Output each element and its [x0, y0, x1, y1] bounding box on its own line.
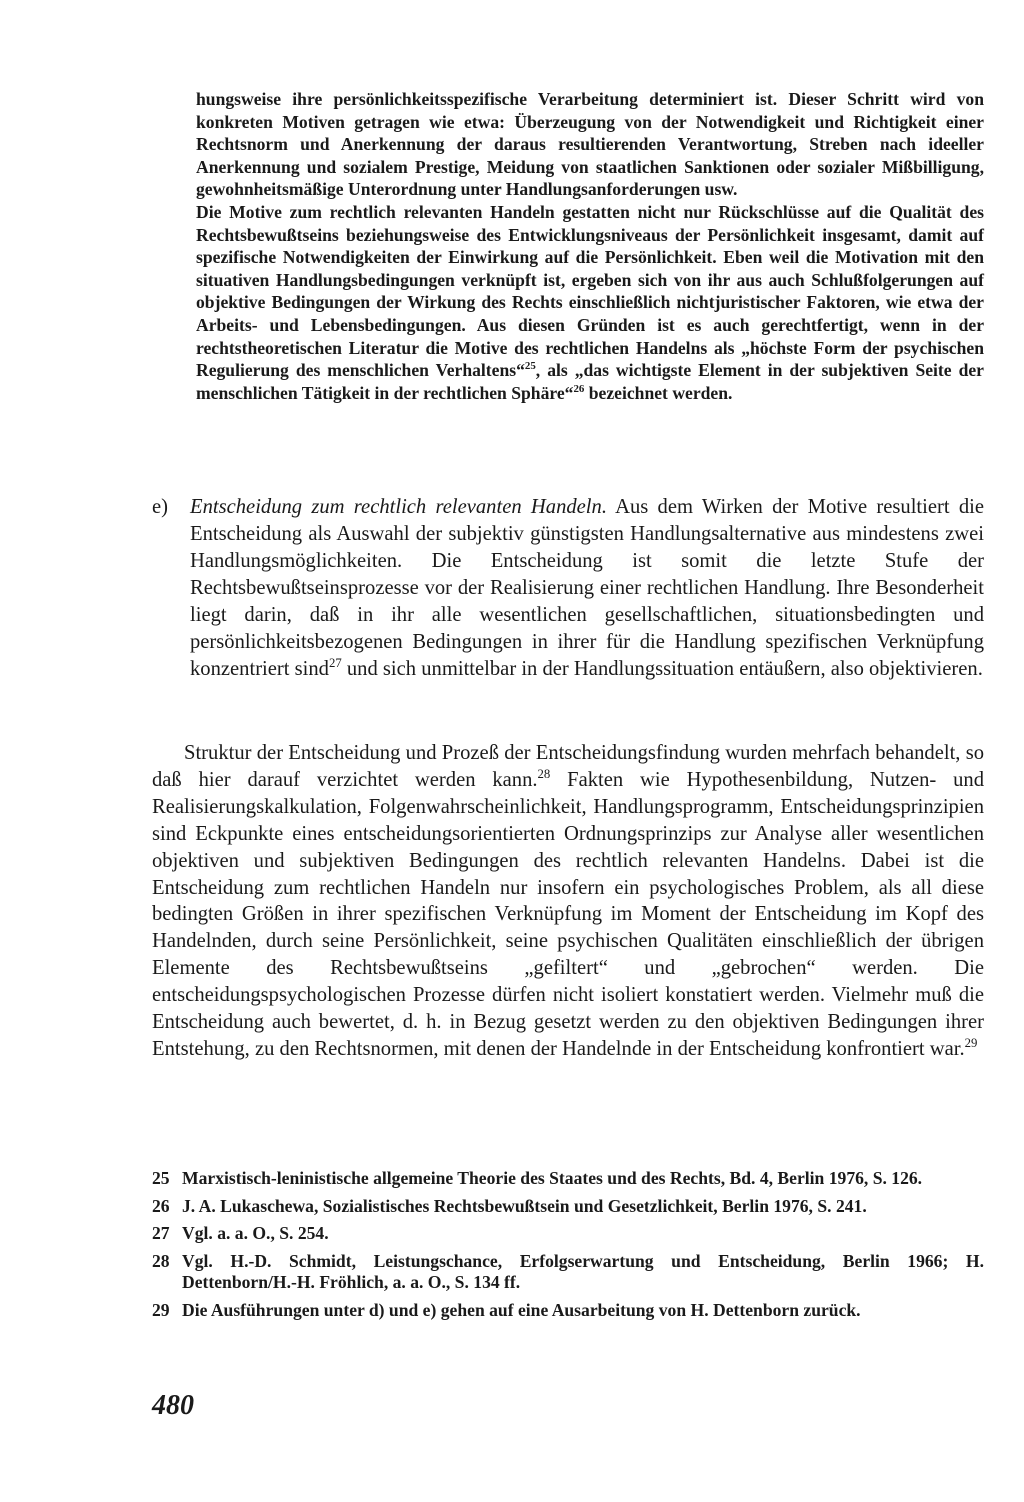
footnote-29 — [152, 1300, 984, 1322]
section-e-heading: Entscheidung zum rechtlich relevanten Handeln. — [190, 496, 607, 518]
small-paragraph-2-text-c: bezeichnet werden. — [584, 382, 733, 403]
small-paragraph-1-text: hungsweise ihre persönlichkeitsspezifische Verarbeitung determiniert ist. Dieser Schritt wird von konkreten Motiven getragen wie etwa: Überzeugung von der Notwendigkeit und Richtigkeit einer Rechtsnorm und Anerkennung der daraus resultierenden Verantwortung, Streben nach ideeller Anerkennung und sozialem Prestige, Meidung von staatlichen Sanktionen oder sozialer Mißbilligung, gewohnheitsmäßige Unterordnung unter Handlungsanforderungen usw. — [196, 89, 984, 200]
footnote-ref-29: 29 — [964, 1036, 978, 1051]
footnote-number: 28 — [152, 1250, 170, 1271]
page-number: 480 — [152, 1390, 194, 1421]
footnote-text: Vgl. a. a. O., S. 254. — [182, 1223, 329, 1244]
footnote-number: 26 — [152, 1195, 170, 1216]
small-print-block — [196, 88, 984, 404]
footnote-25 — [152, 1168, 984, 1190]
footnote-text: Die Ausführungen unter d) und e) gehen auf eine Ausarbeitung von H. Dettenborn zurück. — [182, 1299, 861, 1320]
footnote-28 — [152, 1251, 984, 1294]
footnote-text: J. A. Lukaschewa, Sozialistisches Rechtsbewußtsein und Gesetzlichkeit, Berlin 1976, S. 241. — [182, 1195, 867, 1216]
footnote-number: 27 — [152, 1223, 170, 1244]
footnote-ref-27: 27 — [328, 656, 342, 671]
body-paragraph-2 — [152, 740, 984, 1063]
section-e-text-a: Aus dem Wirken der Motive resultiert die Entscheidung als Auswahl der subjektiv günstigsten Handlungsalternative aus mindestens zwei Handlungsmöglichkeiten. Die Entscheidung ist somit die letzte Stufe der Rechtsbewußtseinsprozesse vor der Realisierung einer rechtlichen Handlung. Ihre Besonderheit liegt darin, daß in ihr alle wesentlichen gesellschaftlichen, situationsbedingten und persönlichkeitsbezogenen Bedingungen in ihrer für die Handlung spezifischen Verknüpfung konzentriert sind — [190, 496, 985, 680]
small-paragraph-1 — [196, 88, 984, 201]
body-paragraph-2-text-b: Fakten wie Hypothesenbildung, Nutzen- und Realisierungskalkulation, Folgenwahrscheinlichkeit, Handlungsprogramm, Entscheidungsprinzipien sind Eckpunkte eines entscheidungsorientierten Ordnungsprinzips zur Analyse aller wesentlichen objektiven und subjektiven Bedingungen des rechtlich relevanten Handelns. Dabei ist die Entscheidung zum rechtlichen Handeln nur insofern ein psychologisches Problem, als all diese bedingten Größen in ihrer spezifischen Verknüpfung im Moment der Entscheidung im Kopf des Handelnden, durch seine Persönlichkeit, seine psychischen Qualitäten einschließlich der übrigen Elemente des Rechtsbewußtseins „gefiltert“ und „gebrochen“ werden. Die entscheidungspsychologischen Prozesse dürfen nicht isoliert konstatiert werden. Vielmehr muß die Entscheidung auch bewertet, d. h. in Bezug gesetzt werden zu den objektiven Bedingungen ihrer Entstehung, zu den Rechtsnormen, mit denen der Handelnde in der Entscheidung konfrontiert war. — [152, 768, 984, 1060]
footnote-text: Vgl. H.-D. Schmidt, Leistungschance, Erfolgserwartung und Entscheidung, Berlin 1966; H. Dettenborn/H.-H. Fröhlich, a. a. O., S. 134 ff. — [182, 1250, 984, 1293]
footnote-text: Marxistisch-leninistische allgemeine Theorie des Staates und des Rechts, Bd. 4, Berlin 1976, S. 126. — [182, 1168, 923, 1188]
small-paragraph-2 — [196, 201, 984, 404]
section-e — [152, 494, 984, 683]
body-paragraph-2-text-a: Struktur der Entscheidung und Prozeß der Entscheidungsfindung wurden mehrfach behandelt, so daß hier darauf verzichtet werden kann. — [152, 742, 984, 791]
footnote-ref-26: 26 — [573, 382, 585, 395]
small-paragraph-2-text-b: , als „das wichtigste Element in der subjektiven Seite der menschlichen Tätigkeit in der rechtlichen Sphäre“ — [196, 360, 984, 403]
section-e-text-b: und sich unmittelbar in der Handlungssituation entäußern, also objektivieren. — [341, 658, 983, 680]
small-paragraph-2-text-a: Die Motive zum rechtlich relevanten Handeln gestatten nicht nur Rückschlüsse auf die Qualität des Rechtsbewußtseins beziehungsweise des Entwicklungsniveaus der Persönlichkeit insgesamt, damit auf spezifische Notwendigkeiten der Einwirkung auf die Persönlichkeit. Eben weil die Motivation mit den situativen Handlungsbedingungen verknüpft ist, ergeben sich von ihr aus auch Schlußfolgerungen auf objektive Bedingungen der Wirkung des Rechts einschließlich nichtjuristischer Faktoren, wie etwa der Arbeits- und Lebensbedingungen. Aus diesen Gründen ist es auch gerechtfertigt, wenn in der rechtstheoretischen Literatur die Motive des rechtlichen Handelns als „höchste Form der psychischen Regulierung des menschlichen Verhaltens“ — [196, 201, 984, 381]
footnote-26 — [152, 1196, 984, 1218]
footnote-ref-28: 28 — [537, 767, 551, 782]
footnote-ref-25: 25 — [524, 360, 536, 373]
section-e-label: e) — [152, 496, 168, 518]
section-e-paragraph — [190, 494, 984, 683]
footnote-number: 29 — [152, 1299, 170, 1320]
footnotes — [152, 1168, 984, 1328]
footnote-number: 25 — [152, 1168, 170, 1188]
footnote-27 — [152, 1223, 984, 1245]
